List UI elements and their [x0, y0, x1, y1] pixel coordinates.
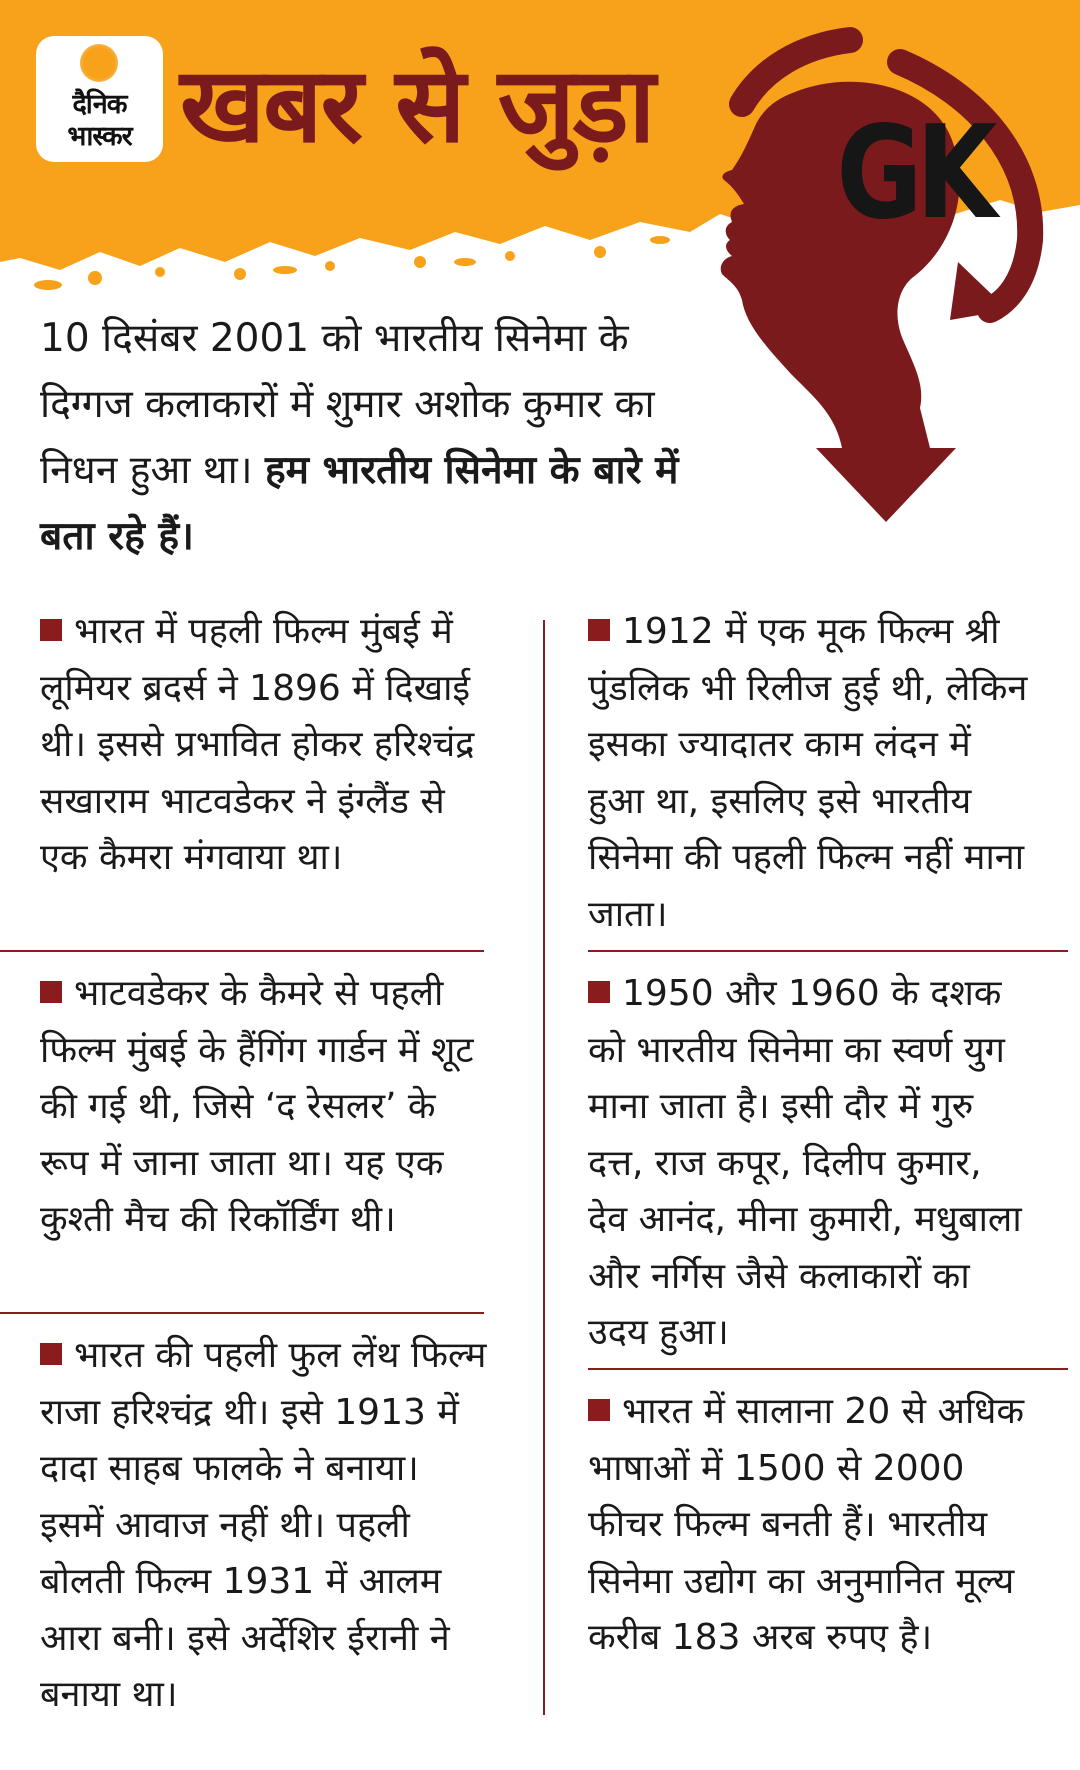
- bullet-square-icon: [588, 1399, 610, 1421]
- dainik-bhaskar-logo: [36, 36, 163, 162]
- column-divider: [543, 620, 545, 1715]
- fact-text: भारत में पहली फिल्म मुंबई में लूमियर ब्रदर्स ने 1896 में दिखाई थी। इससे प्रभावित होकर हरिश्चंद्र सखाराम भाटवडेकर ने इंग्लैंड से एक कैमरा मंगवाया था।: [40, 611, 475, 878]
- fact-block-left-1: [40, 604, 500, 887]
- banner-title: खबर से जुड़ा: [180, 44, 654, 166]
- fact-text: भाटवडेकर के कैमरे से पहली फिल्म मुंबई के हैंगिंग गार्डन में शूट की गई थी, जिसे ‘द रेसलर’ के रूप में जाना जाता था। यह एक कुश्ती मैच की रिकॉर्डिंग थी।: [40, 973, 474, 1240]
- gk-badge: GK: [836, 99, 991, 248]
- header-banner: [0, 0, 1080, 300]
- intro-text: 10 दिसंबर 2001 को भारतीय सिनेमा के दिग्गज कलाकारों में शुमार अशोक कुमार का निधन हुआ था।: [40, 316, 655, 493]
- fact-text: भारत की पहली फुल लेंथ फिल्म राजा हरिश्चंद्र थी। इसे 1913 में दादा साहब फालके ने बनाया। इसमें आवाज नहीं थी। पहली बोलती फिल्म 1931 में आलम आरा बनी। इसे अर्देशिर ईरानी ने बनाया था।: [40, 1335, 487, 1715]
- fact-text: 1950 और 1960 के दशक को भारतीय सिनेमा का स्वर्ण युग माना जाता है। इसी दौर में गुरु दत्त, राज कपूर, दिलीप कुमार, देव आनंद, मीना कुमारी, मधुबाला और नर्गिस जैसे कलाकारों का उदय हुआ।: [588, 973, 1022, 1353]
- logo-line-2: भास्कर: [67, 121, 132, 152]
- bullet-square-icon: [588, 981, 610, 1003]
- separator-right-1: [588, 950, 1068, 952]
- fact-block-right-3: [588, 1384, 1028, 1667]
- fact-block-left-3: [40, 1328, 490, 1724]
- separator-right-2: [588, 1368, 1068, 1370]
- intro-paragraph: [40, 306, 730, 570]
- bullet-square-icon: [40, 1343, 62, 1365]
- fact-text: 1912 में एक मूक फिल्म श्री पुंडलिक भी रिलीज हुई थी, लेकिन इसका ज्यादातर काम लंदन में हुआ था, इसलिए इसे भारतीय सिनेमा की पहली फिल्म नहीं माना जाता।: [588, 611, 1028, 935]
- separator-left-2: [0, 1312, 484, 1314]
- intro-highlight: हम भारतीय सिनेमा के बारे में बता रहे हैं।: [40, 448, 679, 559]
- logo-line-1: दैनिक: [72, 89, 127, 120]
- bullet-square-icon: [40, 619, 62, 641]
- fact-block-right-1: [588, 604, 1028, 943]
- fact-block-right-2: [588, 966, 1028, 1362]
- sun-icon: [80, 44, 118, 82]
- fact-text: भारत में सालाना 20 से अधिक भाषाओं में 1500 से 2000 फीचर फिल्म बनती हैं। भारतीय सिनेमा उद्योग का अनुमानित मूल्य करीब 183 अरब रुपए है।: [588, 1391, 1025, 1658]
- separator-left-1: [0, 950, 484, 952]
- fact-block-left-2: [40, 966, 490, 1249]
- bullet-square-icon: [40, 981, 62, 1003]
- bullet-square-icon: [588, 619, 610, 641]
